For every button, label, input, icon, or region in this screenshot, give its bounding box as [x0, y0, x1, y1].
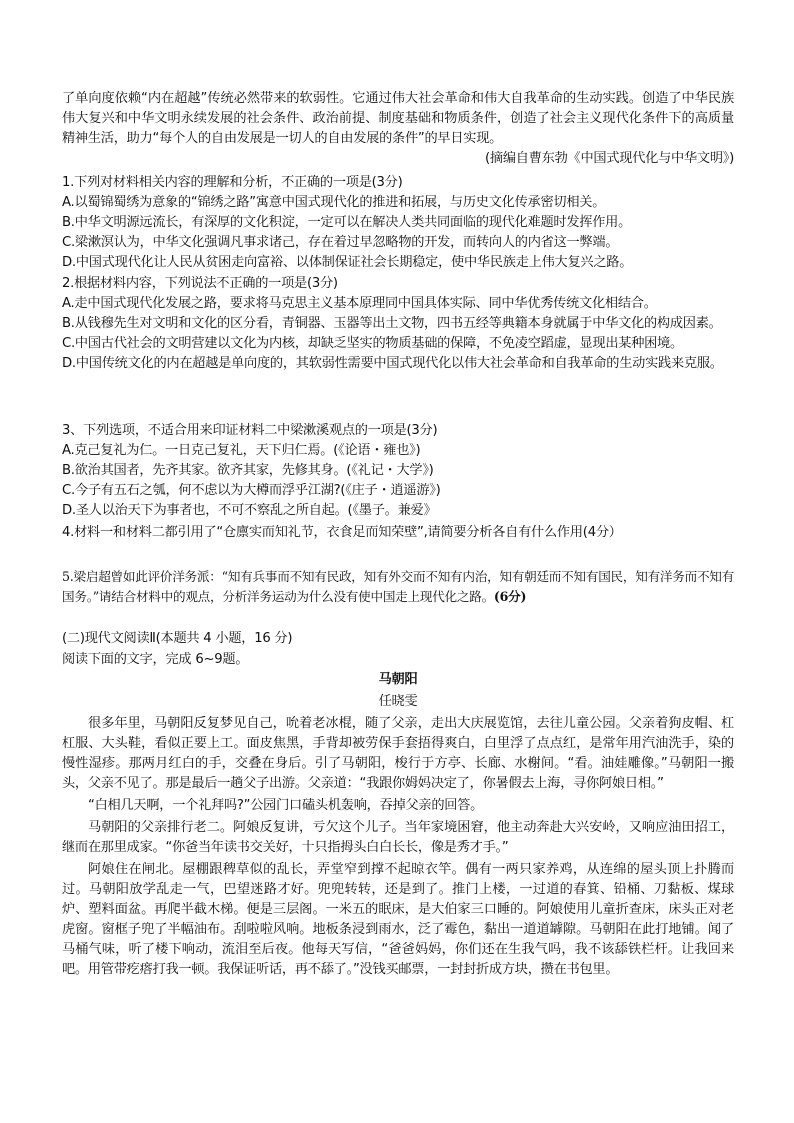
section-2-instruction: 阅读下面的文字，完成 6~9题。 [62, 652, 249, 667]
question-1-stem: 1.下列对材料相关内容的理解和分析，不正确的一项是(3分) [62, 175, 403, 190]
question-5-text: 5.梁启超曾如此评价洋务派：“知有兵事而不知有民政，知有外交而不知有内治，知有朝廷而不知有国民，知有洋务而不知有国务。”请结合材料中的观点，分析洋务运动为什么没有使中国走上现代化之路。 [62, 569, 734, 604]
question-4: 4.材料一和材料二都引用了“仓廪实而知礼节，衣食足而知荣壁”,请简要分析各自有什么作用(4分） [62, 525, 622, 540]
question-2 [62, 274, 734, 374]
question-1 [62, 173, 734, 273]
question-3 [62, 421, 734, 521]
story-paragraph: 阿娘住在闸北。屋棚跟稗草似的乱长，弄堂窄到撑不起晾衣竿。偶有一两只家养鸡，从连绵的屋头顶上扑腾而过。马朝阳放学乱走一气，巴望迷路才好。兜兜转转，还是到了。推门上楼，一过道的春箕、铅桶、刀黏板、煤球炉、塑料面盆。再爬半截木梯。便是三层阁。一米五的眠床，是大伯家三口睡的。阿娘使用儿童折查床，床头正对老虎窗。窗框子兜了半幅油布。刮啦啦风响。地板条浸到雨水，泛了霉色，黏出一道道罅隙。马朝阳在此打地铺。闻了马桶气味，听了楼下响动，流泪至后夜。他每天写信，“爸爸妈妈，你们还在生我气吗，我不该舔铁栏杆。让我回来吧。用管带疙瘩打我一顿。我保证听话，再不舔了。”没钱买邮票，一封封折成方块，攒在书包里。 [62, 862, 734, 977]
question-3-stem: 3、下列选项，不适合用来印证材料二中梁漱溪观点的一项是(3分) [62, 423, 438, 438]
question-3-option-b: B.欲治其国者，先齐其家。欲齐其家，先修其身。(《礼记・大学》) [62, 463, 434, 478]
question-5-score: (6分) [493, 589, 527, 604]
question-1-option-b: B.中华文明源远流长，有深厚的文化积淀，一定可以在解决人类共同面临的现代化难题时发挥作用。 [62, 215, 632, 230]
material-paragraph-end: 了单向度依赖“内在超越”传统必然带来的软弱性。它通过伟大社会革命和伟大自我革命的生动实践。创造了中华民族伟大复兴和中华文明永续发展的社会条件、政治前提、制度基础和物质条件，创造了社会主义现代化条件下的高质量精神生活，助力“每个人的自由发展是一切人的自由发展的条件”的早日实现。 [62, 91, 734, 146]
story-paragraph: 马朝阳的父亲排行老二。阿娘反复讲，亏欠这个儿子。当年家境困窘，他主动奔赴大兴安岭，又响应油田招工，继而在那里成家。“你爸当年读书交关好，十只指拇头白白长长，像是秀才手。” [62, 820, 734, 855]
story-title: 马朝阳 [378, 672, 418, 687]
question-5 [62, 567, 734, 607]
question-1-option-c: C.梁漱溟认为，中华文化强调凡事求诸己，存在着过早忽略物的开发，而转向人的内省这一弊端。 [62, 235, 619, 250]
question-2-option-c: C.中国古代社会的文明营建以文化为内核，却缺乏坚实的物质基础的保障，不免凌空蹈虚，显现出某种困境。 [62, 336, 683, 351]
story-paragraph: “白相几天啊，一个礼拜吗?”公园门口磕头机轰响，吞掉父亲的回答。 [88, 798, 484, 813]
story-paragraph: 很多年里，马朝阳反复梦见自己，吮着老冰棍，随了父亲，走出大庆展览馆，去往儿童公园。父亲着狗皮帽、杠杠服、大头鞋，看似正要上工。面皮焦黑，手背却被劳保手套捂得爽白，白里浮了点点红，是常年用汽油洗手，染的慢性湿疹。那两月红白的手，交叠在身后。引了马朝阳，梭行于方亭、长廊、水榭间。“看。油娃雕像。”马朝阳一搬头，父亲不见了。那是最后一趟父子出游。父亲道：“我跟你姆妈决定了，你暑假去上海，寻你阿娘日相。” [62, 716, 734, 791]
story-body [62, 714, 734, 980]
question-2-stem: 2.根据材料内容，下列说法不正确的一项是(3分) [62, 276, 338, 291]
question-1-option-d: D.中国式现代化让人民从贫困走向富裕、以体制保证社会长期稳定，使中华民族走上伟大复兴之路。 [62, 255, 633, 270]
question-2-option-d: D.中国传统文化的内在超越是单向度的，其软弱性需要中国式现代化以伟大社会革命和自我革命的生动实践来克服。 [62, 356, 723, 371]
story-author: 任晓雯 [378, 694, 418, 709]
question-2-option-a: A.走中国式现代化发展之路，要求将马克思主义基本原理同中国具体实际、同中华优秀传统文化相结合。 [62, 296, 657, 311]
question-2-option-b: B.从钱穆先生对文明和文化的区分看，青铜器、玉器等出土文物，四书五经等典籍本身就属于中华文化的构成因素。 [62, 316, 722, 331]
source-citation: (摘编自曹东勃《中国式现代化与中华文明》) [484, 151, 734, 166]
question-3-option-c: C.今子有五石之瓠，何不虑以为大樽而浮乎江湖?(《庄子・逍遥游》) [62, 483, 441, 498]
question-3-option-a: A.克己复礼为仁。一日克己复礼，天下归仁焉。(《论语・雍也》) [62, 443, 421, 458]
question-3-option-d: D.圣人以治天下为事者也，不可不察乱之所自起。(《墨子。兼爱》 [62, 503, 437, 518]
question-1-option-a: A.以蜀锦蜀绣为意象的“锦绣之路”寓意中国式现代化的推进和拓展，与历史文化传承密切相关。 [62, 195, 606, 210]
section-2-heading: (二)现代文阅读Ⅱ(本题共 4 小题，16 分) [62, 631, 293, 646]
